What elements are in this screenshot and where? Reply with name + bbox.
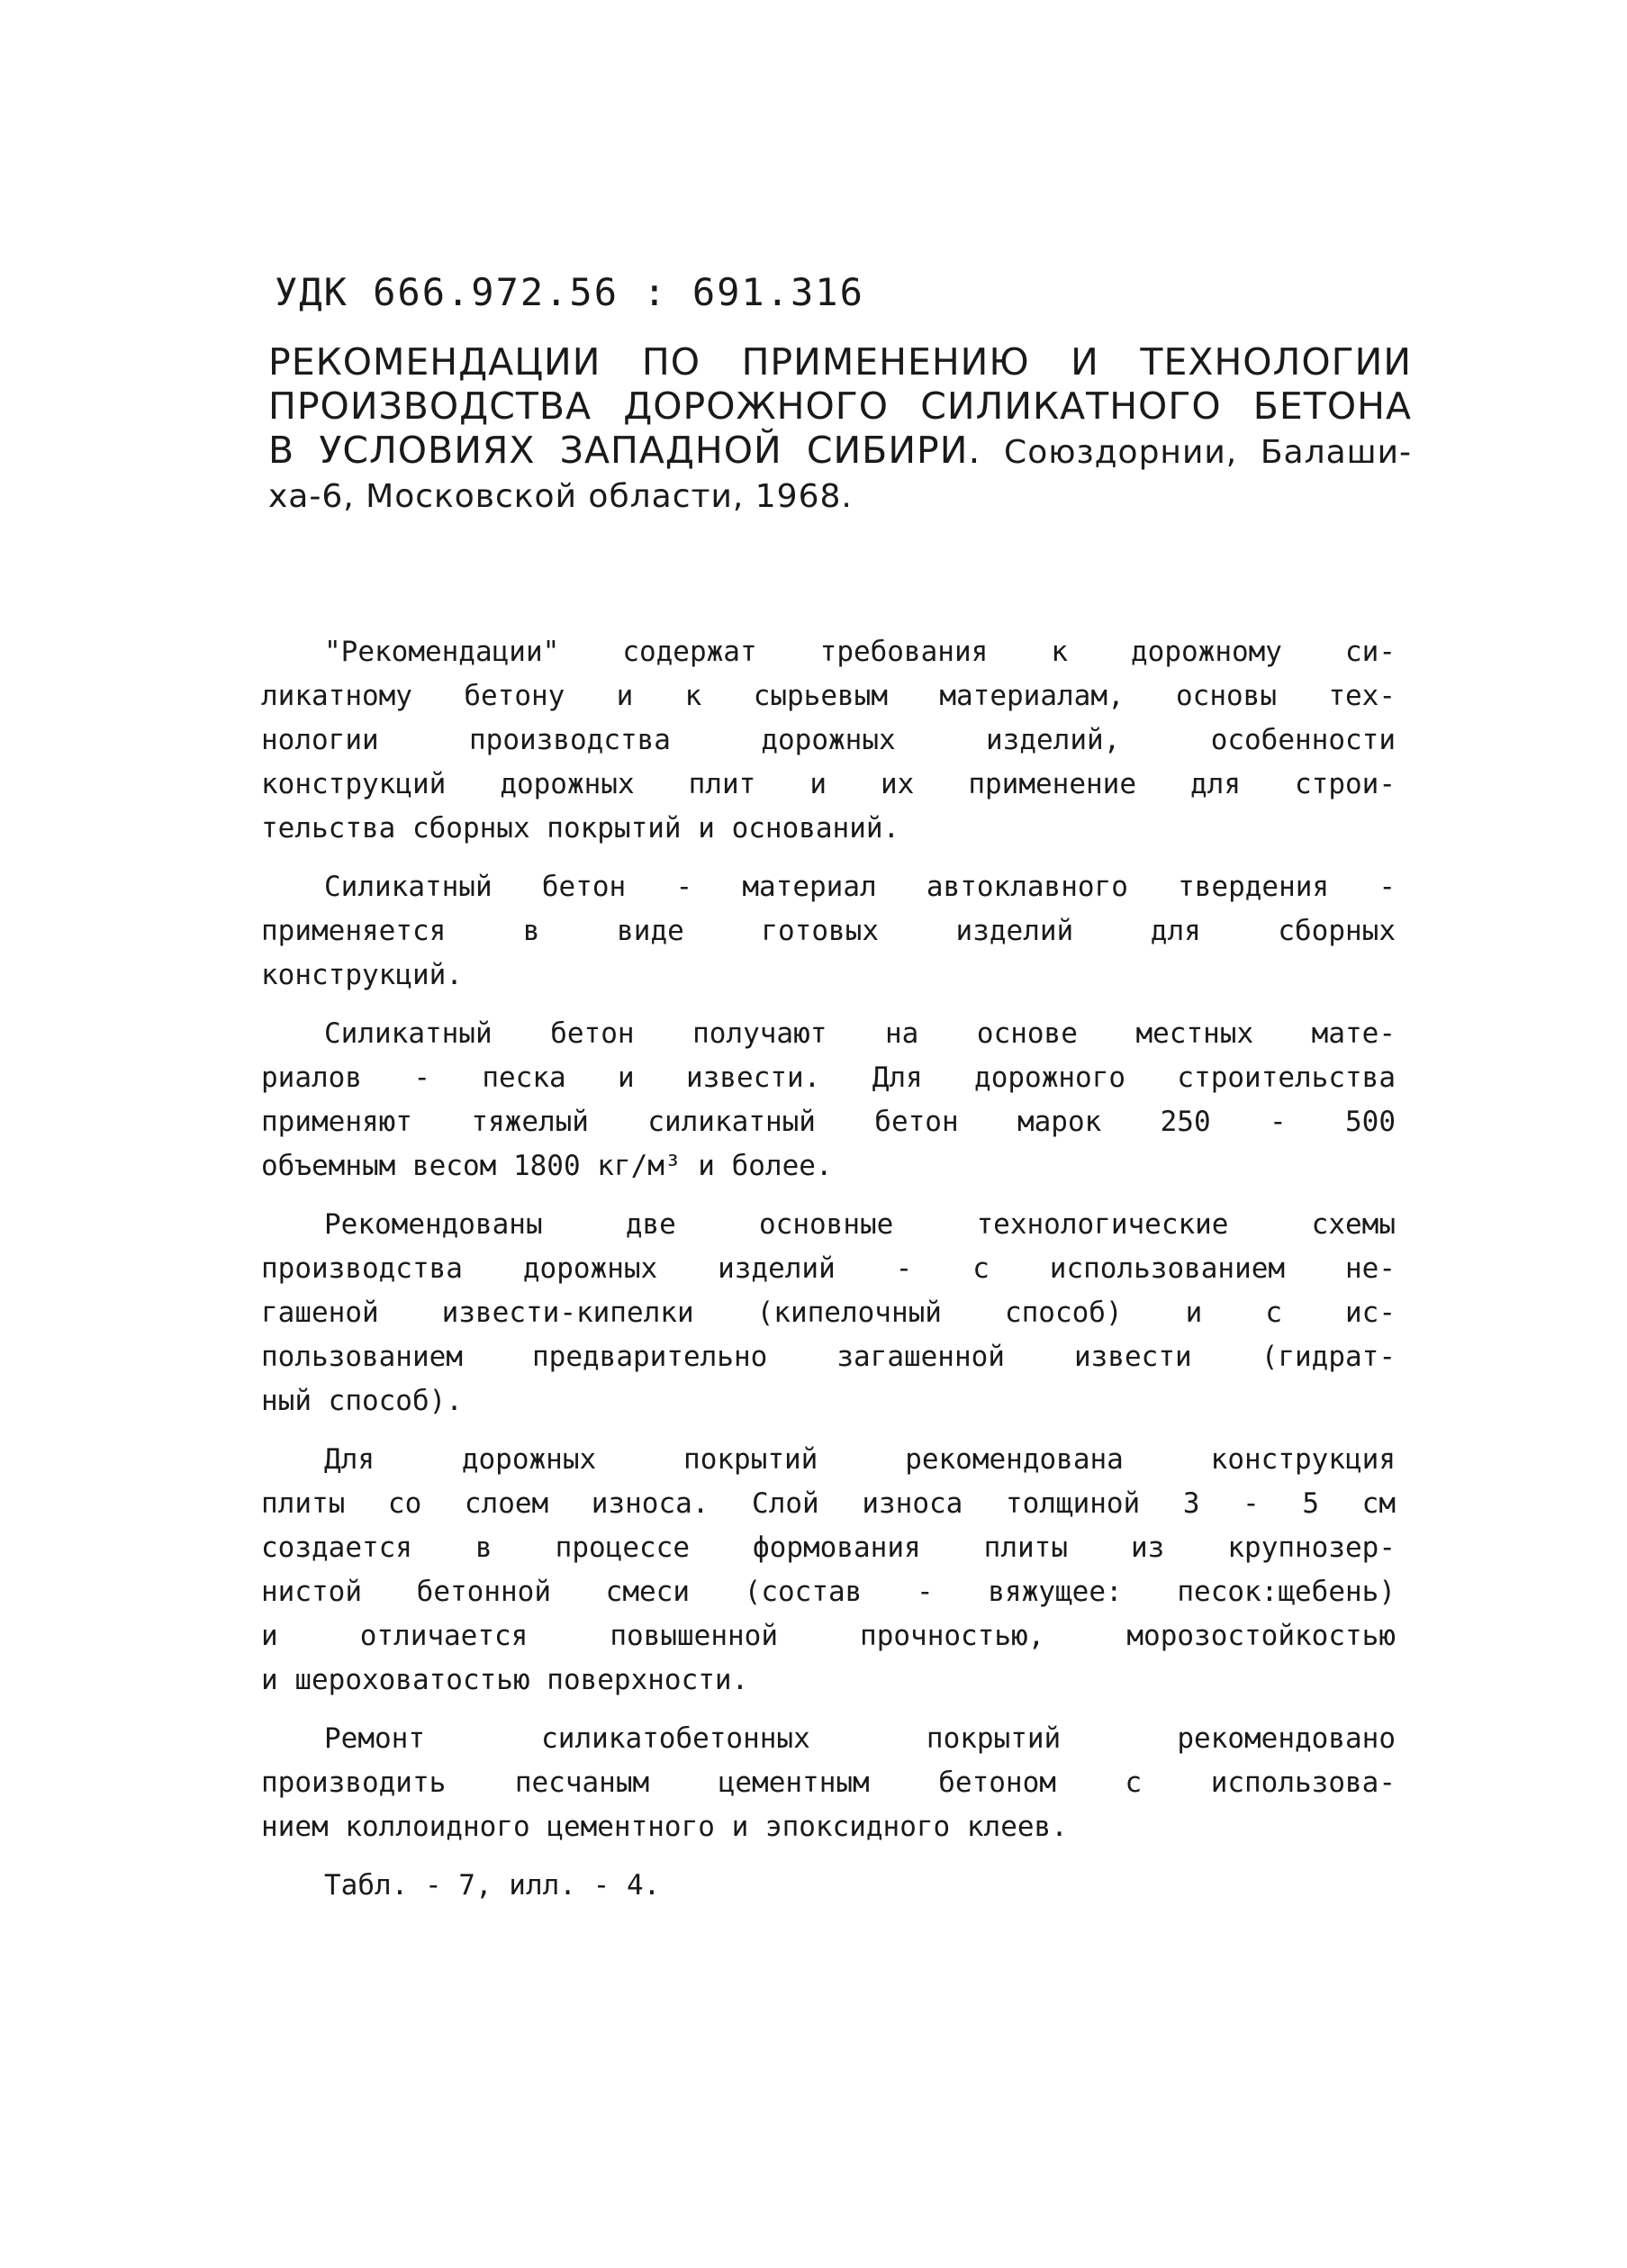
abstract-line: конструкций. <box>261 959 463 991</box>
abstract-line: производства дорожных изделий - с использованием не- <box>261 1252 1396 1285</box>
abstract <box>261 630 1396 1908</box>
udk-code: УДК 666.972.56 : 691.316 <box>275 270 864 314</box>
abstract-line: ликатному бетону и к сырьевым материалам, основы тех- <box>261 680 1396 712</box>
abstract-line: нистой бетонной смеси (состав - вяжущее: песок:щебень) <box>261 1576 1396 1608</box>
abstract-line: пользованием предварительно загашенной извести (гидрат- <box>261 1341 1396 1373</box>
abstract-line: объемным весом 1800 кг/м³ и более. <box>261 1150 833 1182</box>
heading-source: Союздорнии, Балаши- <box>981 434 1412 471</box>
abstract-line: Силикатный бетон получают на основе местных мате- <box>324 1017 1396 1050</box>
heading-line-3 <box>268 429 1412 474</box>
abstract-line: ный способ). <box>261 1385 463 1417</box>
heading-line-2: ПРОИЗВОДСТВА ДОРОЖНОГО СИЛИКАТНОГО БЕТОНА <box>268 384 1412 428</box>
abstract-line: Рекомендованы две основные технологические схемы <box>324 1208 1396 1241</box>
abstract-line: Ремонт силикатобетонных покрытий рекомендовано <box>324 1722 1396 1755</box>
abstract-line: Для дорожных покрытий рекомендована конструкция <box>324 1443 1396 1476</box>
abstract-line: нием коллоидного цементного и эпоксидного клеев. <box>261 1811 1068 1843</box>
abstract-line: тельства сборных покрытий и оснований. <box>261 812 900 845</box>
abstract-line: применяется в виде готовых изделий для сборных <box>261 915 1396 947</box>
abstract-line: применяют тяжелый силикатный бетон марок 250 - 500 <box>261 1106 1396 1138</box>
abstract-paragraph <box>261 1012 1396 1188</box>
abstract-paragraph <box>261 1438 1396 1703</box>
abstract-line: конструкций дорожных плит и их применение для строи- <box>261 768 1396 800</box>
heading-title-end: В УСЛОВИЯХ ЗАПАДНОЙ СИБИРИ. <box>268 429 981 472</box>
abstract-line: плиты со слоем износа. Слой износа толщиной 3 - 5 см <box>261 1487 1396 1520</box>
abstract-line: гашеной извести-кипелки (кипелочный способ) и с ис- <box>261 1297 1396 1329</box>
document-heading <box>268 340 1412 519</box>
abstract-line: производить песчаным цементным бетоном с использова- <box>261 1767 1396 1799</box>
abstract-line: и отличается повышенной прочностью, морозостойкостью <box>261 1620 1396 1652</box>
abstract-paragraph <box>261 630 1396 851</box>
abstract-line: нологии производства дорожных изделий, особенности <box>261 724 1396 756</box>
abstract-line: риалов - песка и извести. Для дорожного строительства <box>261 1062 1396 1094</box>
abstract-paragraph <box>261 1717 1396 1849</box>
tables-illustrations-note: Табл. - 7, илл. - 4. <box>324 1869 661 1902</box>
heading-line-4: ха-6, Московской области, 1968. <box>268 478 853 515</box>
abstract-line: "Рекомендации" содержат требования к дорожному си- <box>324 636 1396 668</box>
abstract-paragraph <box>261 1203 1396 1423</box>
abstract-paragraph <box>261 865 1396 998</box>
abstract-line: и шероховатостью поверхности. <box>261 1664 749 1696</box>
heading-line-1: РЕКОМЕНДАЦИИ ПО ПРИМЕНЕНИЮ И ТЕХНОЛОГИИ <box>268 340 1412 384</box>
abstract-line: создается в процессе формования плиты из крупнозер- <box>261 1532 1396 1564</box>
abstract-line: Силикатный бетон - материал автоклавного твердения - <box>324 871 1396 903</box>
